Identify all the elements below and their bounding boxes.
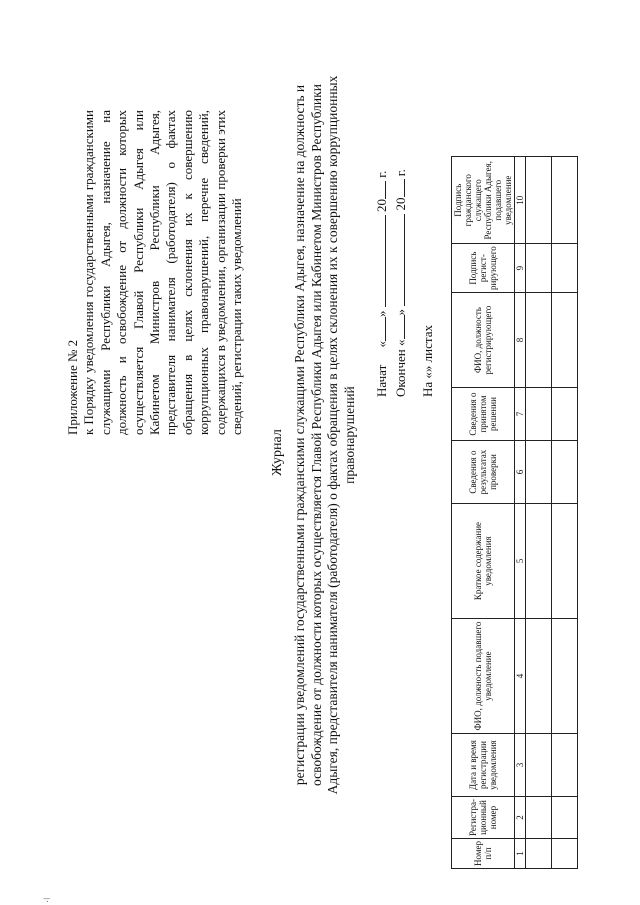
- table-cell: [552, 157, 578, 244]
- column-number: 1: [515, 838, 526, 868]
- started-label: Начат: [374, 364, 389, 397]
- table-cell: [526, 157, 552, 244]
- table-header-cell: Дата и время регистрации уведомления: [452, 734, 515, 797]
- table-header-cell: Номер п/п: [452, 838, 515, 868]
- column-number: 3: [515, 734, 526, 797]
- table-cell: [526, 504, 552, 619]
- table-cell: [552, 441, 578, 504]
- table-cell: [526, 441, 552, 504]
- column-number: 10: [515, 157, 526, 244]
- table-cell: [552, 293, 578, 388]
- column-number: 5: [515, 504, 526, 619]
- ended-line: [391, 169, 410, 397]
- margin-mark: ·/: [41, 895, 53, 905]
- started-year-prefix: 20: [374, 198, 389, 212]
- table-cell: [552, 734, 578, 797]
- table-header-cell: Подпись регист-рирующего: [452, 244, 515, 293]
- column-number: 6: [515, 441, 526, 504]
- started-year-suffix: г.: [374, 170, 389, 178]
- table-cell: [552, 838, 578, 868]
- column-number: 7: [515, 388, 526, 441]
- table-header-cell: ФИО, должность регистрирующего: [452, 293, 515, 388]
- column-number: 2: [515, 797, 526, 839]
- table-header-cell: Сведения о результатах проверки: [452, 441, 515, 504]
- table-cell: [526, 244, 552, 293]
- ended-open-quote: «: [393, 339, 408, 346]
- column-number: 4: [515, 619, 526, 734]
- appendix-title: Приложение № 2: [65, 339, 80, 435]
- table-header-cell: Подпись гражданского служащего Республики Адыгея, подавшего уведомление: [452, 157, 515, 244]
- table-row: [552, 157, 578, 869]
- table-cell: [526, 734, 552, 797]
- table-cell: [526, 838, 552, 868]
- started-close-quote: »: [374, 310, 389, 317]
- ended-close-quote: »: [393, 308, 408, 316]
- table-cell: [552, 619, 578, 734]
- sheets-suffix: » листах: [420, 325, 435, 373]
- ended-label: Окончен: [393, 349, 408, 397]
- appendix-body: к Порядку уведомления государственными гражданскими служащими Республики Адыгея, назначение на должность и освобождение от должности которых осуществляется Главой Республики Адыгея или Кабинетом Министров Республики Адыгея, представителя нанимателя (работодателя) о фактах обращения в целях склонения их к совершению коррупционных правонарушений, перечне сведений, содержащихся в уведомлении, организации проверки этих сведений, регистрации таких уведомлений: [81, 110, 245, 435]
- journal-period: [372, 169, 410, 397]
- sheets-prefix: На «: [420, 372, 435, 397]
- journal-table: [451, 156, 578, 869]
- column-number-row: [515, 157, 526, 869]
- table-cell: [552, 244, 578, 293]
- table-header-cell: Краткое содержание уведомления: [452, 504, 515, 619]
- table-header-cell: Сведения о принятом решении: [452, 388, 515, 441]
- table-cell: [552, 504, 578, 619]
- table-cell: [526, 293, 552, 388]
- table-cell: [552, 797, 578, 839]
- table-header-cell: ФИО, должность подавшего уведомление: [452, 619, 515, 734]
- table-header-row: [452, 157, 515, 869]
- journal-subtitle: регистрации уведомлений государственными гражданскими служащими Республики Адыгея, назначение на должность и освобождение от должности которых осуществляется Главой Республики Адыгея или Кабинетом Министров Республики Адыгея, представителя нанимателя (работодателя) о фактах обращения в целях склонения их к совершению коррупционных правонарушений: [292, 75, 357, 795]
- column-number: 8: [515, 293, 526, 388]
- table-cell: [526, 388, 552, 441]
- ended-year-prefix: 20: [393, 197, 408, 211]
- ended-year-suffix: г.: [393, 169, 408, 177]
- table-row: [526, 157, 552, 869]
- journal-title: Журнал: [270, 429, 285, 476]
- table-header-cell: Регистра-ционный номер: [452, 797, 515, 839]
- table-cell: [552, 388, 578, 441]
- table-cell: [526, 619, 552, 734]
- column-number: 9: [515, 244, 526, 293]
- appendix-block: [65, 110, 245, 435]
- table-cell: [526, 797, 552, 839]
- started-open-quote: «: [374, 340, 389, 348]
- started-line: [372, 169, 391, 397]
- sheets-count-line: [420, 325, 436, 397]
